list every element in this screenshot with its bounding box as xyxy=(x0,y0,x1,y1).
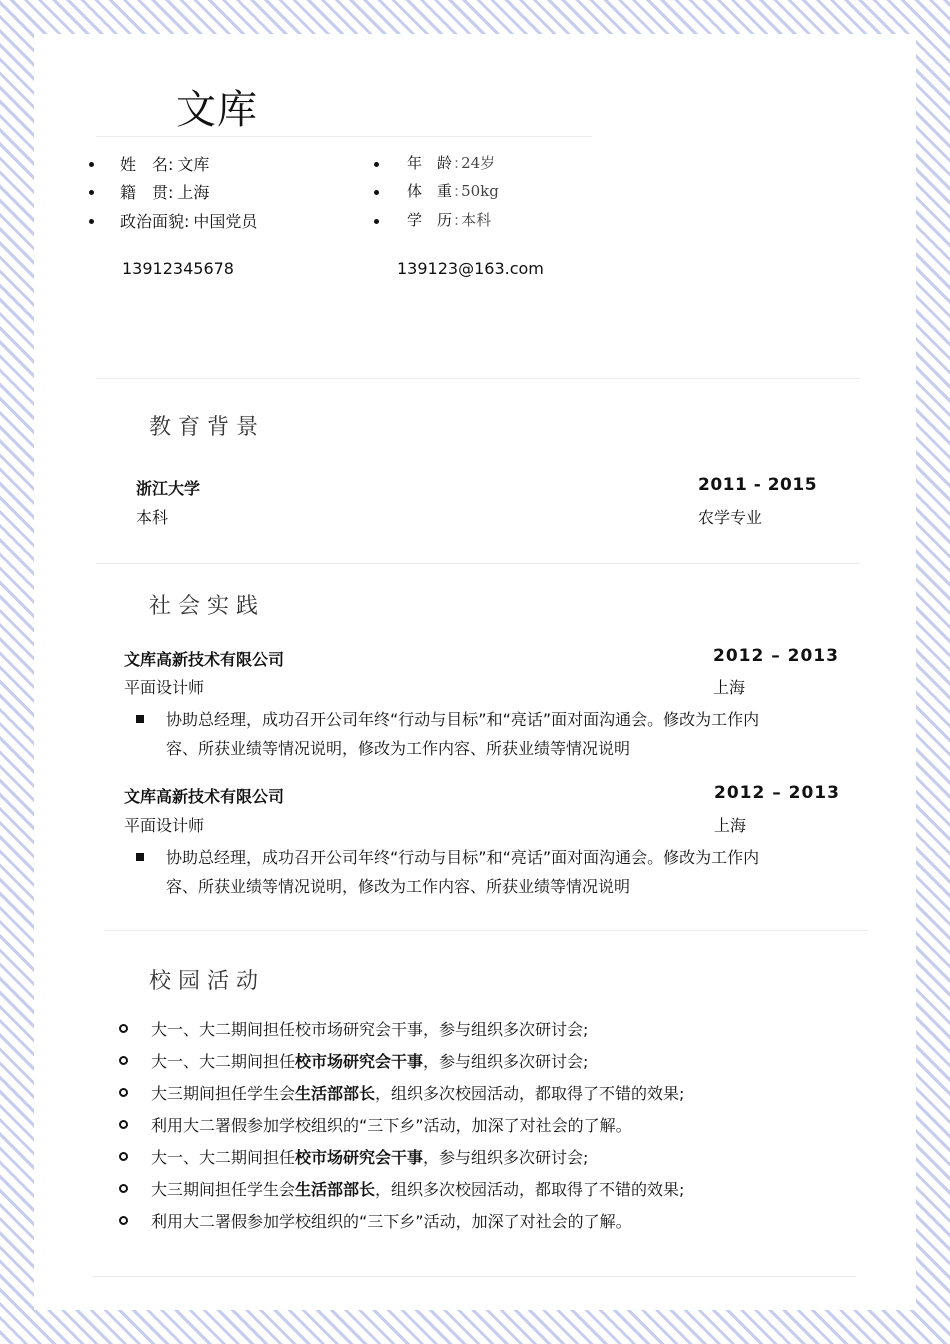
bullet-icon xyxy=(374,162,379,167)
circle-bullet-icon xyxy=(119,1184,128,1193)
info-age-row: 年 龄 : 24岁 xyxy=(407,154,496,172)
bullet-icon xyxy=(374,190,379,195)
info-name-row xyxy=(120,152,209,175)
info-label: 学 历 xyxy=(407,211,453,229)
campus-item xyxy=(151,1113,632,1136)
campus-item xyxy=(151,1177,684,1200)
campus-item-text: 大一、大二期间担任 xyxy=(151,1052,296,1071)
info-label: 姓 名: xyxy=(120,155,174,174)
campus-item-bold: 校市场研究会干事 xyxy=(295,1148,424,1167)
campus-item xyxy=(151,1049,588,1072)
job-location: 上海 xyxy=(714,816,747,835)
campus-item-text: 大一、大二期间担任校市场研究会干事，参与组织多次研讨会; xyxy=(151,1020,589,1039)
info-label: 籍 贯: xyxy=(120,183,174,202)
bullet-icon xyxy=(89,219,94,224)
degree: 本科 xyxy=(136,508,169,527)
bullet-icon xyxy=(89,190,94,195)
circle-bullet-icon xyxy=(119,1216,128,1225)
section-divider xyxy=(104,930,868,931)
info-label: 年 龄 xyxy=(407,154,453,172)
job-description: 协助总经理，成功召开公司年终“行动与目标”和“亮话”面对面沟通会。修改为工作内容、所获业绩等情况说明，修改为工作内容、所获业绩等情况说明 xyxy=(166,710,760,758)
campus-item xyxy=(151,1081,684,1104)
campus-item-text: ，参与组织多次研讨会; xyxy=(423,1052,589,1071)
campus-item-text: ，组织多次校园活动，都取得了不错的效果; xyxy=(375,1084,685,1103)
bullet-icon xyxy=(374,219,379,224)
email-address: 139123@163.com xyxy=(397,259,544,278)
info-label: 政治面貌: xyxy=(120,212,190,231)
info-value: 50kg xyxy=(461,182,499,200)
campus-item xyxy=(151,1017,588,1040)
info-education-row: 学 历 : 本科 xyxy=(407,211,492,229)
info-value: 中国党员 xyxy=(193,212,258,231)
campus-item-text: 大三期间担任学生会 xyxy=(151,1084,296,1103)
campus-item-text: 利用大二署假参加学校组织的“三下乡”活动，加深了对社会的了解。 xyxy=(151,1116,632,1135)
campus-item-bold: 生活部部长 xyxy=(295,1084,376,1103)
circle-bullet-icon xyxy=(119,1120,128,1129)
info-weight-row: 体 重 : 50kg xyxy=(407,182,499,200)
info-value: 文库 xyxy=(177,155,210,174)
campus-item-bold: 校市场研究会干事 xyxy=(295,1052,424,1071)
major: 农学专业 xyxy=(698,508,763,527)
campus-item-bold: 生活部部长 xyxy=(295,1180,376,1199)
campus-title: 校园活动 xyxy=(149,969,266,994)
info-value: 上海 xyxy=(177,183,210,202)
job-description: 协助总经理，成功召开公司年终“行动与目标”和“亮话”面对面沟通会。修改为工作内容、所获业绩等情况说明，修改为工作内容、所获业绩等情况说明 xyxy=(166,848,760,896)
circle-bullet-icon xyxy=(119,1024,128,1033)
bullet-icon xyxy=(89,162,94,167)
header-divider xyxy=(96,136,592,137)
circle-bullet-icon xyxy=(119,1152,128,1161)
company-name: 文库高新技术有限公司 xyxy=(124,650,285,669)
practice-years: 2012 – 2013 xyxy=(714,783,840,803)
practice-years: 2012 – 2013 xyxy=(713,646,839,666)
company-name: 文库高新技术有限公司 xyxy=(124,787,285,806)
info-origin-row xyxy=(120,180,209,203)
job-role: 平面设计师 xyxy=(124,678,205,697)
section-divider xyxy=(96,378,860,379)
square-bullet-icon xyxy=(136,715,144,723)
circle-bullet-icon xyxy=(119,1088,128,1097)
campus-item-text: ，组织多次校园活动，都取得了不错的效果; xyxy=(375,1180,685,1199)
school-name: 浙江大学 xyxy=(136,479,201,498)
campus-item xyxy=(151,1145,588,1168)
circle-bullet-icon xyxy=(119,1056,128,1065)
job-location: 上海 xyxy=(713,678,746,697)
campus-item-text: 大三期间担任学生会 xyxy=(151,1180,296,1199)
info-label: 体 重 xyxy=(407,182,453,200)
practice-title: 社会实践 xyxy=(149,594,266,619)
education-years: 2011 - 2015 xyxy=(698,475,818,495)
info-value: 24岁 xyxy=(461,154,496,172)
campus-item-text: 大一、大二期间担任 xyxy=(151,1148,296,1167)
education-title: 教育背景 xyxy=(149,415,266,440)
job-role: 平面设计师 xyxy=(124,816,205,835)
resume-name: 文库 xyxy=(176,87,258,133)
info-politics-row xyxy=(120,209,257,232)
section-divider xyxy=(92,1276,856,1277)
campus-item-text: 利用大二署假参加学校组织的“三下乡”活动，加深了对社会的了解。 xyxy=(151,1212,632,1231)
square-bullet-icon xyxy=(136,853,144,861)
info-value: 本科 xyxy=(461,211,492,229)
section-divider xyxy=(96,563,860,564)
campus-item xyxy=(151,1209,632,1232)
phone-number: 13912345678 xyxy=(122,259,234,278)
campus-item-text: ，参与组织多次研讨会; xyxy=(423,1148,589,1167)
